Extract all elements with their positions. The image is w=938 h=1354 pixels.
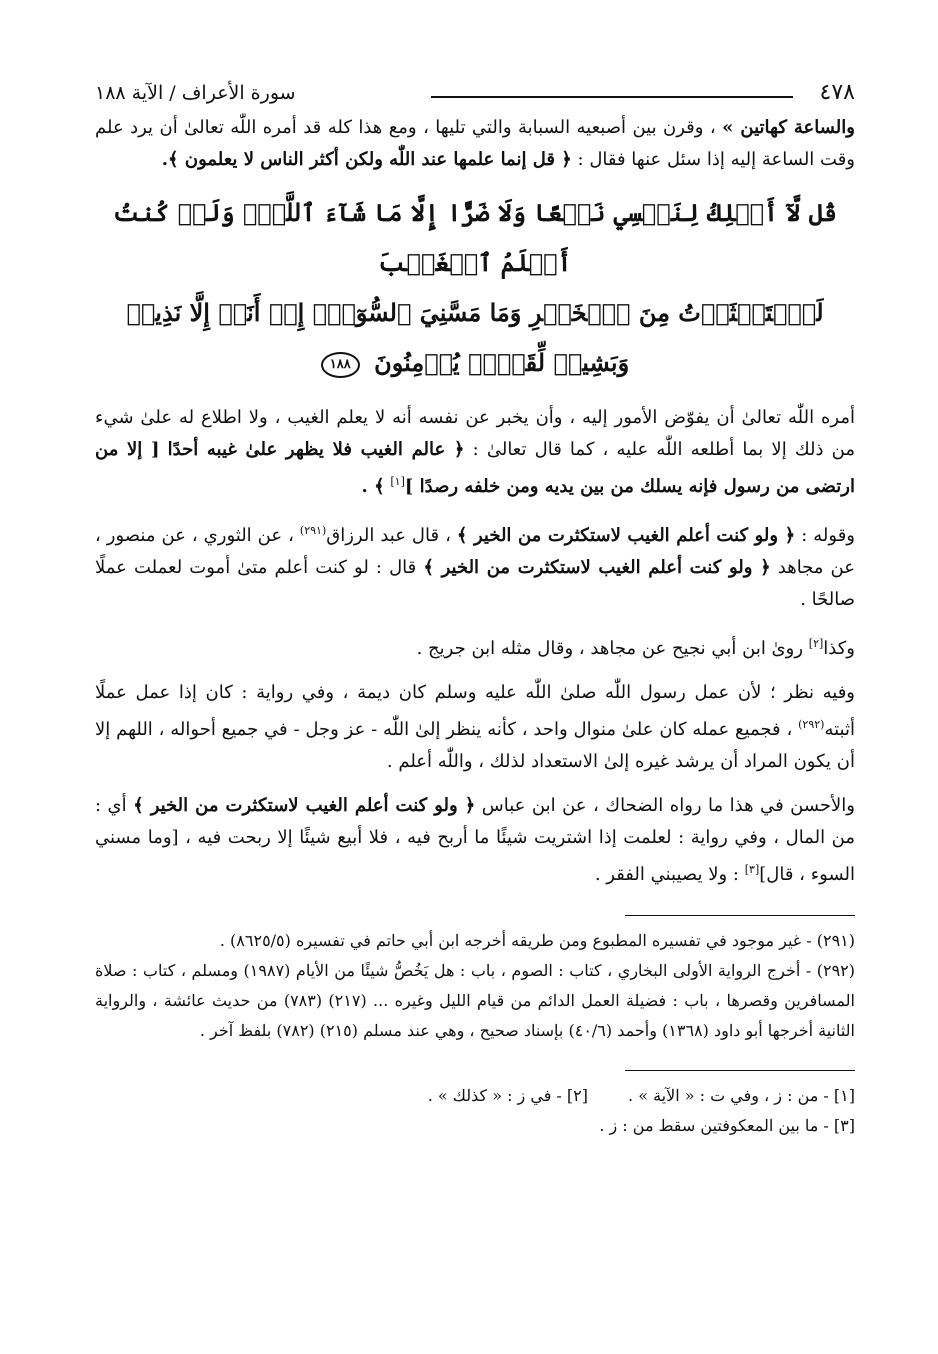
paragraph-intro — [95, 112, 855, 176]
paragraph-text: وفيه نظر ؛ لأن عمل رسول اللّٰه صلىٰ اللّٰه عليه وسلم كان ديمة ، وفي رواية : كان إذا عمل عملًا أثبته — [95, 682, 855, 740]
verse-line-2-text: لَٱسۡتَكۡثَرۡتُ مِنَ ٱلۡخَيۡرِ وَمَا مَسَّنِيَ ٱلسُّوٓءُۚ إِنۡ أَنَا۠ إِلَّا نَذِيرٞ وَبَشِيرٞ لِّقَوۡمٖ يُؤۡمِنُونَ — [126, 298, 824, 377]
paragraph-text: : ولا يصيبني الفقر . — [594, 864, 739, 885]
paragraph-text: روىٰ ابن أبي نجيح عن مجاهد ، وقال مثله ابن جريج . — [416, 638, 804, 659]
header-rule — [431, 96, 793, 98]
paragraph-text: والأحسن في هذا ما رواه الضحاك ، عن ابن عباس — [481, 795, 855, 816]
paragraph-commentary-4 — [95, 677, 855, 778]
note-ref-3: [٣] — [744, 863, 760, 876]
paragraph-commentary-5 — [95, 790, 855, 891]
footnote-291: (٢٩١) - غير موجود في تفسيره المطبوع ومن طريقه أخرجه ابن أبي حاتم في تفسيره (٨٦٢٥/٥) . — [219, 931, 855, 950]
quran-quote: ﴿ ولو كنت أعلم الغيب لاستكثرت من الخير ﴾ — [456, 525, 796, 546]
footnote-ref-291: (٢٩١) — [299, 524, 327, 537]
quran-quote: ﴿ عالم الغيب فلا يظهر علىٰ غيبه أحدًا — [167, 439, 465, 460]
note-1: [١] - من : ز ، وفي ت : « الآية » . — [628, 1086, 855, 1105]
quran-quote-bracketed: [ إلا من ارتضى من رسول فإنه يسلك من بين يديه ومن خلفه رصدًا ] — [95, 439, 855, 497]
verse-number-badge: ١٨٨ — [321, 352, 360, 378]
paragraph-text: ، وقرن بين أصبعيه السبابة والتي تليها ، ومع هذا كله قد أمره اللّٰه تعالىٰ أن يرد علم وقت الساعة إليه إذا سئل عنها فقال : — [95, 117, 855, 170]
page-number: ٤٧٨ — [819, 80, 855, 105]
page-header — [95, 72, 855, 112]
paragraph-text: ، قال عبد الرزاق — [326, 525, 451, 546]
note-ref-2: [٢] — [808, 637, 824, 650]
paragraph-text: أمره اللّٰه تعالىٰ أن يفوّض الأمور إليه ، وأن يخبر عن نفسه أنه لا يعلم الغيب ، ولا اطلاع له علىٰ شيء من ذلك إلا بما أطلعه اللّٰه عليه ، كما قال تعالىٰ : — [95, 407, 855, 460]
paragraph-text: ، فجميع عمله كان علىٰ منوال واحد ، كأنه ينظر إلىٰ اللّٰه - عز وجل - في جميع أحواله ، اللهم إلا أن يكون المراد أن يرشد غيره إلىٰ الاستعداد لذلك ، واللّٰه أعلم . — [95, 719, 855, 772]
paragraph-text: وكذا — [823, 638, 855, 659]
notes-divider — [625, 1070, 855, 1071]
quran-quote: ﴿ ولو كنت أعلم الغيب لاستكثرت من الخير ﴾ — [423, 557, 771, 578]
footnote-292: (٢٩٢) - أخرج الرواية الأولى البخاري ، كتاب : الصوم ، باب : هل يَخُصُّ شيئًا من الأيام (١٩٨٧) ومسلم ، كتاب : صلاة المسافرين وقصرها ، باب : فضيلة العمل الدائم من قيام الليل وغيره ... (٢١٧) (٧٨٣) من حديث عائشة ، والرواية الثانية أخرجها أبو داود (١٣٦٨) وأحمد (٤٠/٦) بإسناد صحيح ، وهي عند مسلم (٢١٥) (٧٨٢) بلفظ آخر . — [95, 961, 856, 1040]
hadith-end-quote: والساعة كهاتين » — [722, 117, 855, 138]
quran-quote: ﴿ قل إنما علمها عند اللّٰه ولكن أكثر الناس لا يعلمون ﴾. — [161, 149, 572, 170]
paragraph-commentary-3 — [95, 628, 855, 665]
paragraph-text: قال : لو كنت أعلم متىٰ أموت لعملت عملًا صالحًا . — [95, 557, 855, 610]
note-2: [٢] - في ز : « كذلك » . — [427, 1086, 589, 1105]
note-ref-1: [١] — [390, 475, 405, 488]
verse-line-2 — [95, 288, 855, 388]
verse-line-1: قُل لَّآ أَمۡلِكُ لِنَفۡسِي نَفۡعًا وَلَا ضَرًّا إِلَّا مَا شَآءَ ٱللَّهُۚ وَلَوۡ كُنتُ أَعۡلَمُ ٱلۡغَيۡبَ — [113, 198, 837, 277]
quran-verse-block — [95, 188, 855, 388]
note-3: [٣] - ما بين المعكوفتين سقط من : ز . — [599, 1116, 855, 1135]
paragraph-text: وقوله : — [801, 525, 855, 546]
book-page — [95, 72, 855, 1332]
surah-title: سورة الأعراف / الآية ١٨٨ — [95, 82, 296, 104]
paragraph-commentary-1 — [95, 402, 855, 503]
notes-row — [95, 1081, 855, 1111]
paragraph-text: ، عن الثوري ، عن منصور ، عن مجاهد — [95, 525, 855, 578]
paragraph-text: أي : من المال ، وفي رواية : لعلمت إذا اشتريت شيئًا ما أربح فيه ، فلا أبيع شيئًا إلا ربحت فيه ، [وما مسني السوء ، قال] — [95, 795, 855, 885]
quran-quote-close: ﴾ . — [361, 476, 385, 497]
footnote-divider — [625, 915, 855, 916]
paragraph-commentary-2 — [95, 515, 855, 616]
editor-notes — [95, 1081, 855, 1141]
quran-quote: ﴿ ولو كنت أعلم الغيب لاستكثرت من الخير ﴾ — [133, 795, 476, 816]
footnote-ref-292: (٢٩٢) — [798, 718, 825, 731]
